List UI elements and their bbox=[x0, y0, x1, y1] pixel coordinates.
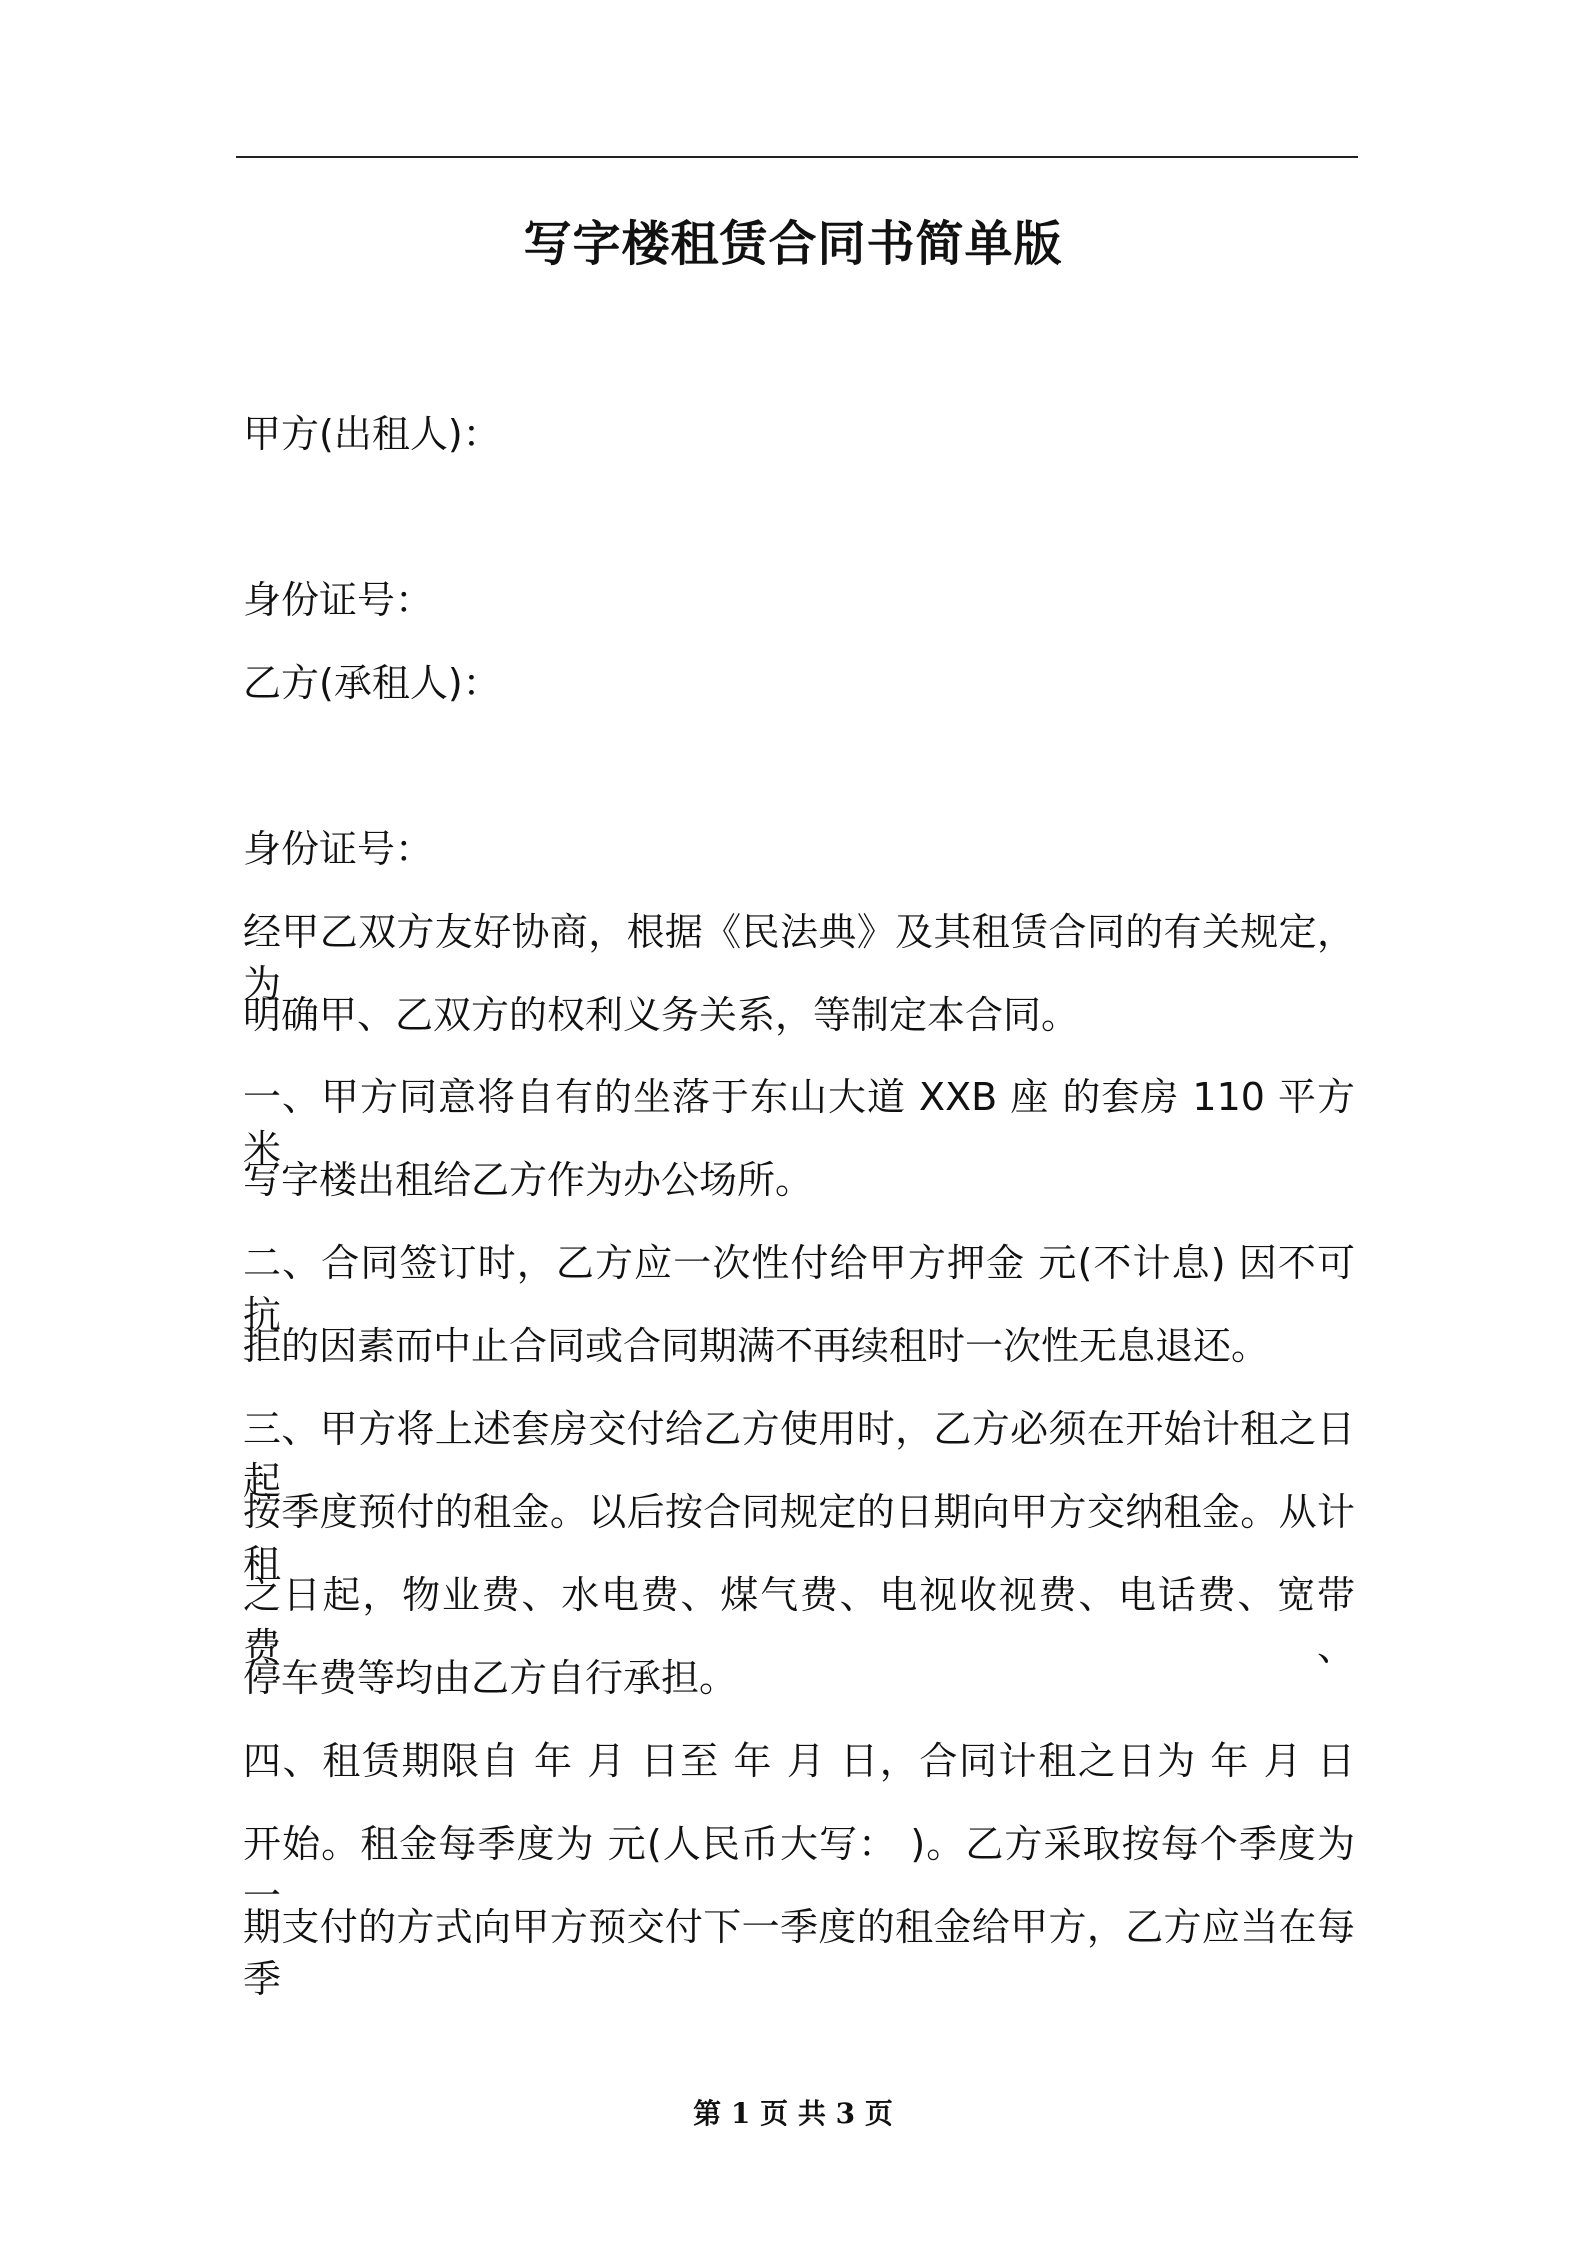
lessor-line: 甲方(出租人)： bbox=[243, 412, 501, 456]
document-title: 写字楼租赁合同书简单版 bbox=[523, 216, 1063, 272]
header-rule bbox=[236, 156, 1358, 158]
paragraph-line: 三、甲方将上述套房交付给乙方使用时，乙方必须在开始计租之日起 bbox=[243, 1407, 1355, 1503]
paragraph-line: 开始。租金每季度为 元(人民币大写： )。乙方采取按每个季度为一 bbox=[243, 1822, 1355, 1918]
lessor-id-line: 身份证号： bbox=[243, 578, 434, 622]
paragraph-line: 明确甲、乙双方的权利义务关系，等制定本合同。 bbox=[243, 993, 1080, 1037]
paragraph-line: 写字楼出租给乙方作为办公场所。 bbox=[243, 1158, 814, 1202]
paragraph-line: 四、租赁期限自 年 月 日至 年 月 日，合同计租之日为 年 月 日 bbox=[243, 1739, 1355, 1783]
lessee-id-line: 身份证号： bbox=[243, 827, 434, 871]
paragraph-line: 经甲乙双方友好协商，根据《民法典》及其租赁合同的有关规定，为 bbox=[243, 910, 1355, 1006]
paragraph-line: 期支付的方式向甲方预交付下一季度的租金给甲方，乙方应当在每季 bbox=[243, 1905, 1355, 2001]
paragraph-line: 停车费等均由乙方自行承担。 bbox=[243, 1656, 738, 1700]
page-footer: 第 1 页 共 3 页 bbox=[693, 2097, 893, 2130]
lessee-line: 乙方(承租人)： bbox=[243, 661, 501, 705]
paragraph-line: 一、甲方同意将自有的坐落于东山大道 XXB 座 的套房 110 平方米 bbox=[243, 1075, 1355, 1171]
paragraph-line: 二、合同签订时，乙方应一次性付给甲方押金 元(不计息) 因不可抗 bbox=[243, 1241, 1355, 1337]
paragraph-line: 拒的因素而中止合同或合同期满不再续租时一次性无息退还。 bbox=[243, 1324, 1270, 1368]
paragraph-line: 按季度预付的租金。以后按合同规定的日期向甲方交纳租金。从计租 bbox=[243, 1490, 1355, 1586]
paragraph-line: 之日起，物业费、水电费、煤气费、电视收视费、电话费、宽带费、 bbox=[243, 1573, 1355, 1669]
